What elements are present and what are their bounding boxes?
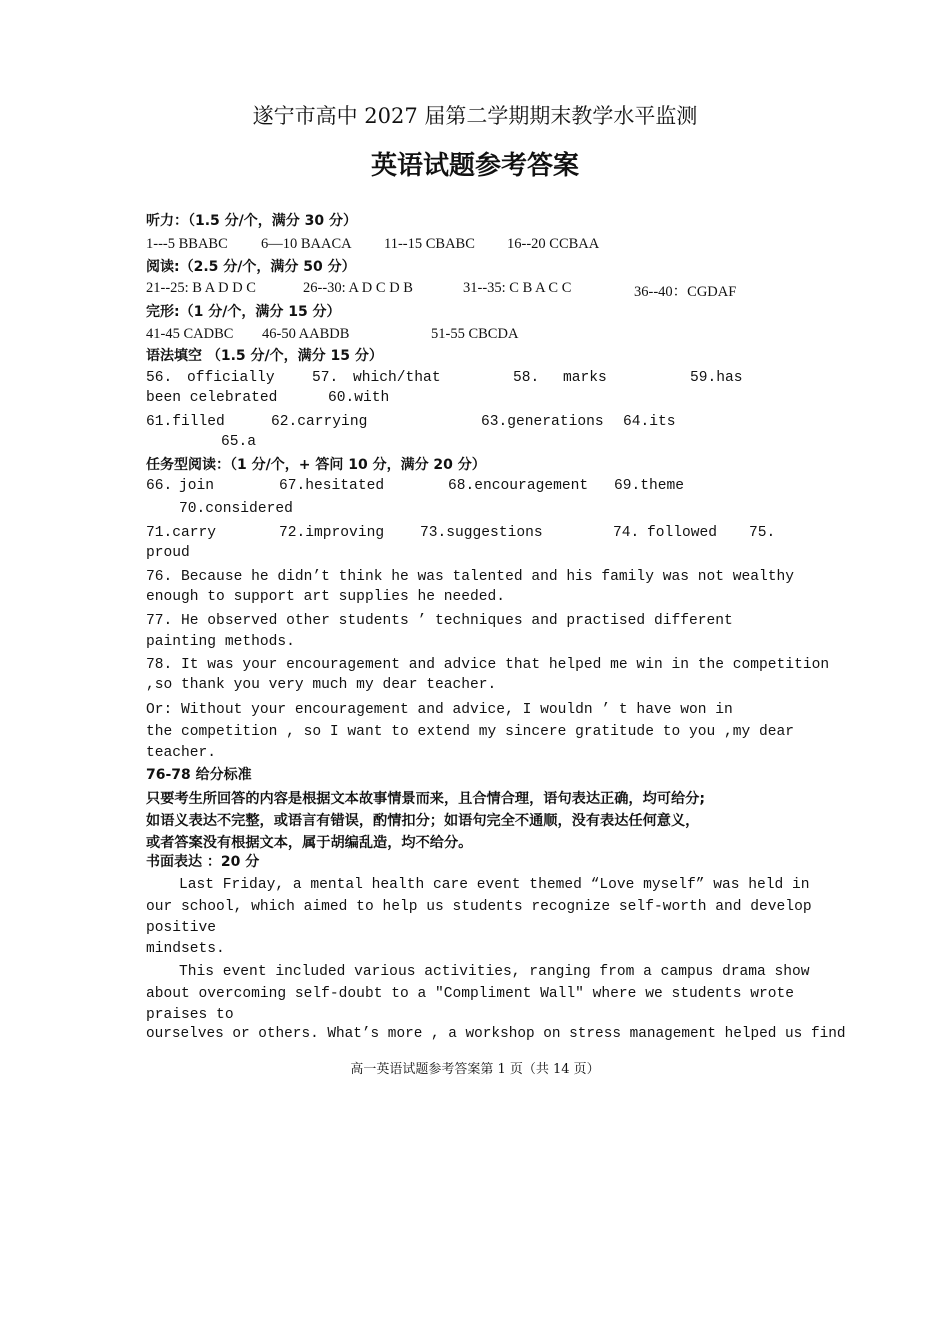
answer-item: officially [187, 370, 275, 386]
answer-77-line: 77. He observed other students ’ techniques and practised different [146, 613, 733, 629]
scoring-line: 或者答案没有根据文本，属于胡编乱造，均不给分。 [146, 835, 473, 851]
answer-item: 64.its [623, 414, 676, 430]
answer-item: which/that [353, 370, 441, 386]
essay-line: our school, which aimed to help us students recognize self-worth and develop [146, 899, 812, 915]
answer-item: 62.carrying [271, 414, 368, 430]
answer-item: followed [647, 525, 718, 541]
grammar-heading: 语法填空 （1.5 分/个，满分 15 分） [146, 348, 383, 364]
answer-item: 74. [613, 525, 640, 541]
scoring-line: 如语义表达不完整，或语言有错误，酌情扣分；如语句完全不通顺，没有表达任何意义， [146, 813, 700, 829]
answer-item: 73.suggestions [420, 525, 543, 541]
answer-group: 21--25: B A D D C [146, 280, 256, 296]
answer-group: 31--35: C B A C C [463, 280, 572, 296]
answer-item: been celebrated [146, 390, 278, 406]
answer-78-line: 78. It was your encouragement and advice that helped me win in the competition [146, 657, 830, 673]
answer-item: join [179, 478, 215, 494]
document-title: 英语试题参考答案 [370, 151, 579, 181]
reading-heading: 阅读:（2.5 分/个，满分 50 分） [146, 259, 356, 275]
answer-item: 56. [146, 370, 173, 386]
answer-76-line: enough to support art supplies he needed. [146, 589, 506, 605]
answer-item: 60.with [328, 390, 390, 406]
answer-group: 11--15 CBABC [384, 236, 475, 252]
scoring-heading: 76-78 给分标准 [146, 767, 252, 783]
answer-item: 68.encouragement [448, 478, 589, 494]
essay-line: praises to [146, 1007, 234, 1023]
answer-item: 65.a [221, 434, 257, 450]
answer-item: proud [146, 545, 190, 561]
answer-78-line: ,so thank you very much my dear teacher. [146, 677, 497, 693]
answer-item: 58. [513, 370, 540, 386]
answer-76-line: 76. Because he didn’t think he was talented and his family was not wealthy [146, 569, 795, 585]
answer-group: 1---5 BBABC [146, 236, 228, 252]
answer-77-line: painting methods. [146, 634, 295, 650]
essay-line: Last Friday, a mental health care event themed “Love myself” was held in [179, 877, 810, 893]
essay-line: mindsets. [146, 941, 225, 957]
answer-group: 36--40：CGDAF [634, 284, 737, 300]
scoring-line: 只要考生所回答的内容是根据文本故事情景而来，且合情合理，语句表达正确，均可给分; [146, 791, 705, 807]
page-footer: 高一英语试题参考答案第 1 页（共 14 页） [350, 1062, 600, 1077]
answer-item: 63.generations [481, 414, 604, 430]
essay-line: ourselves or others. What’s more , a workshop on stress management helped us find [146, 1026, 846, 1042]
answer-group: 41-45 CADBC [146, 326, 234, 342]
answer-item: 59.has [690, 370, 743, 386]
answer-group: 6—10 BAACA [261, 236, 352, 252]
answer-item: 57. [312, 370, 339, 386]
answer-item: 70.considered [179, 501, 293, 517]
essay-line: This event included various activities, ranging from a campus drama show [179, 964, 810, 980]
cloze-heading: 完形:（1 分/个，满分 15 分） [146, 304, 341, 320]
answer-item: 75. [749, 525, 776, 541]
essay-line: about overcoming self-doubt to a "Compliment Wall" where we students wrote [146, 986, 795, 1002]
task-reading-heading: 任务型阅读：（1 分/个，+ 答问 10 分，满分 20 分） [146, 457, 486, 473]
answer-group: 16--20 CCBAA [507, 236, 600, 252]
answer-group: 51-55 CBCDA [431, 326, 519, 342]
answer-item: 61.filled [146, 414, 225, 430]
listening-heading: 听力：（1.5 分/个，满分 30 分） [146, 213, 358, 229]
writing-heading: 书面表达 ：20 分 [146, 854, 260, 870]
answer-group: 46-50 AABDB [262, 326, 350, 342]
answer-78-alt-line: teacher. [146, 745, 217, 761]
answer-item: 67.hesitated [279, 478, 385, 494]
answer-group: 26--30: A D C D B [303, 280, 413, 296]
exam-title: 遂宁市高中 2027 届第二学期期末教学水平监测 [252, 104, 698, 128]
answer-item: 72.improving [279, 525, 385, 541]
answer-item: marks [563, 370, 607, 386]
essay-line: positive [146, 920, 217, 936]
answer-item: 71.carry [146, 525, 217, 541]
answer-item: 66. [146, 478, 173, 494]
answer-78-alt-line: the competition , so I want to extend my sincere gratitude to you ,my dear [146, 724, 795, 740]
answer-78-alt-line: Or: Without your encouragement and advice, I wouldn ’ t have won in [146, 702, 733, 718]
answer-item: 69.theme [614, 478, 685, 494]
